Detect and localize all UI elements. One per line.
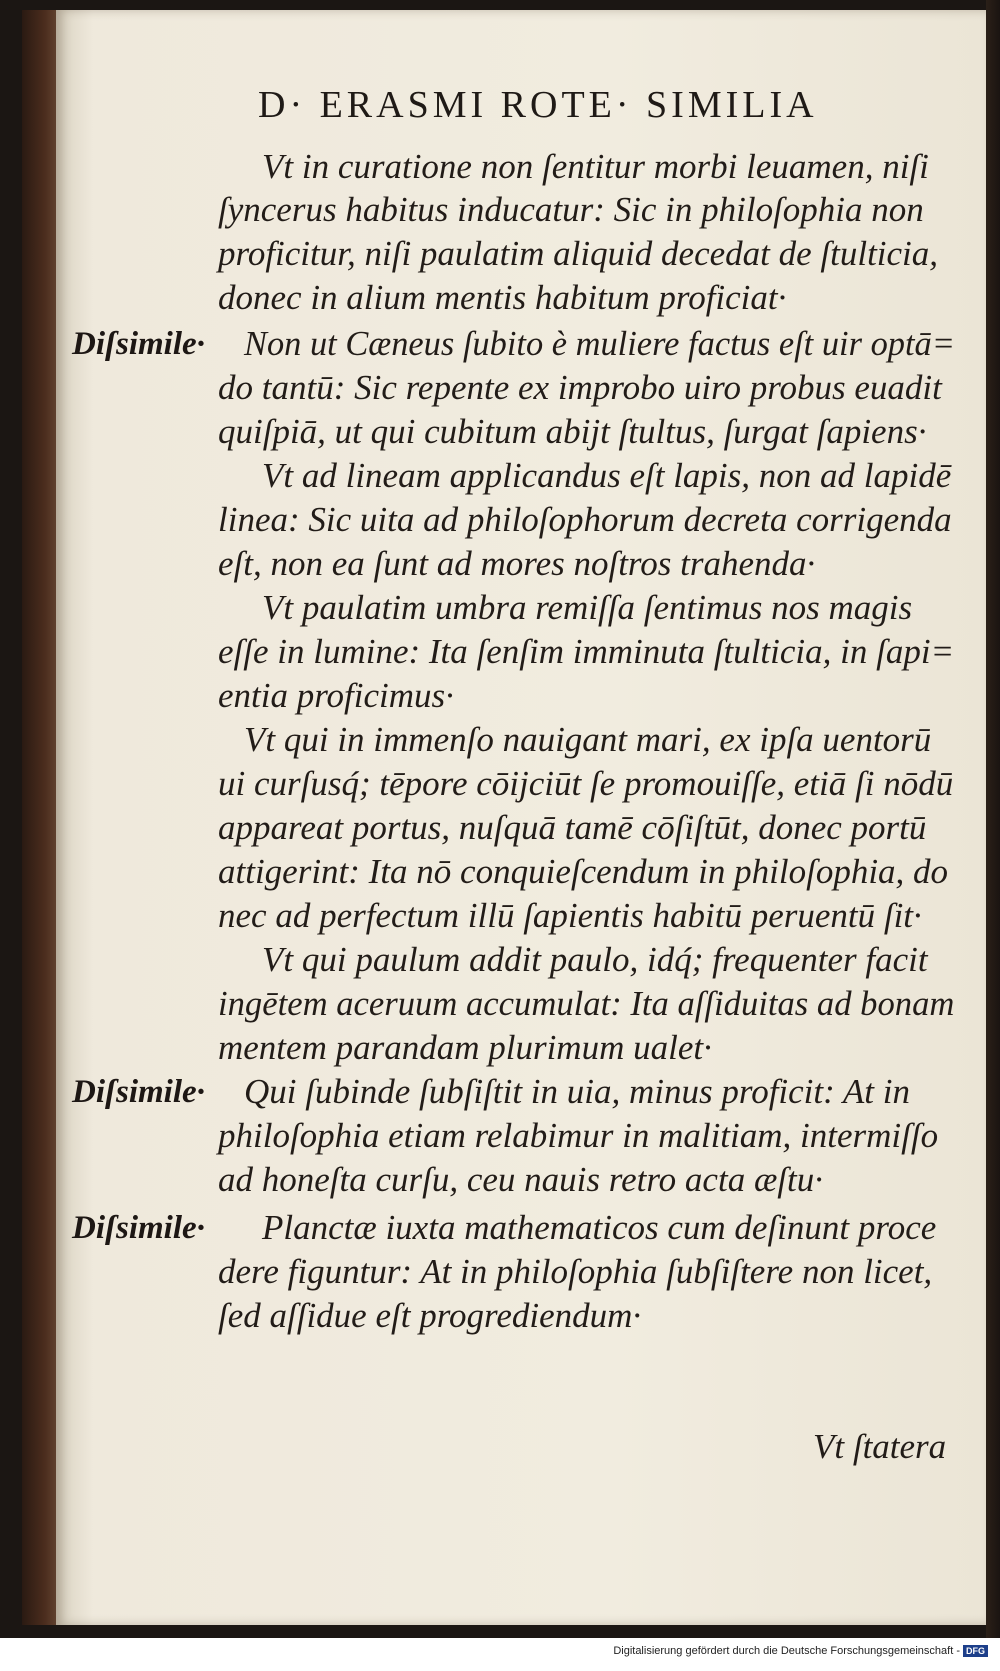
- text-line: Vt qui in immenſo nauigant mari, ex ipſa uentorū: [244, 720, 932, 759]
- margin-note-dissimile: Diſsimile·: [72, 1074, 205, 1110]
- text-line: eſt, non ea ſunt ad mores noſtros trahenda·: [218, 544, 816, 583]
- text-line: Qui ſubinde ſubſiſtit in uia, minus proficit: At in: [244, 1072, 910, 1111]
- text-line: Planctæ iuxta mathematicos cum deſinunt proce: [262, 1208, 937, 1247]
- text-line: donec in alium mentis habitum proficiat·: [218, 278, 787, 317]
- text-line: ſed aſſidue eſt progrediendum·: [218, 1296, 642, 1335]
- text-line: dere figuntur: At in philoſophia ſubſiſtere non licet,: [218, 1252, 933, 1291]
- text-line: proficitur, niſi paulatim aliquid decedat de ſtulticia,: [218, 234, 939, 273]
- credit-text: Digitalisierung gefördert durch die Deutsche Forschungsgemeinschaft -: [613, 1645, 960, 1657]
- margin-note-dissimile: Diſsimile·: [72, 326, 205, 362]
- margin-note-dissimile: Diſsimile·: [72, 1210, 205, 1246]
- dfg-logo: DFG: [963, 1645, 988, 1657]
- text-line: Vt in curatione non ſentitur morbi leuamen, niſi: [262, 147, 929, 186]
- text-line: ingētem aceruum accumulat: Ita aſſiduitas ad bonam: [218, 984, 955, 1023]
- text-line: nec ad perfectum illū ſapientis habitū peruentū ſit·: [218, 896, 922, 935]
- text-line: Vt qui paulum addit paulo, idq́; frequenter facit: [262, 940, 928, 979]
- text-line: Vt ad lineam applicandus eſt lapis, non ad lapidē: [262, 456, 952, 495]
- facing-page-edge: [986, 0, 1000, 1638]
- catchword: Vt ſtatera: [813, 1427, 947, 1466]
- text-line: attigerint: Ita nō conquieſcendum in philoſophia, do: [218, 852, 949, 891]
- running-header: D· ERASMI ROTE· SIMILIA: [258, 84, 818, 126]
- text-line: quiſpiā, ut qui cubitum abijt ſtultus, ſurgat ſapiens·: [218, 412, 927, 451]
- text-line: eſſe in lumine: Ita ſenſim imminuta ſtulticia, in ſapi=: [218, 632, 955, 671]
- digitization-credit: [613, 1645, 988, 1657]
- text-line: mentem parandam plurimum ualet·: [218, 1028, 712, 1067]
- text-line: ui curſusq́; tēpore cōijciūt ſe promouiſſe, etiā ſi nōdū: [218, 764, 954, 803]
- text-line: philoſophia etiam relabimur in malitiam, intermiſſo: [218, 1116, 939, 1155]
- text-line: ſyncerus habitus inducatur: Sic in philoſophia non: [218, 190, 924, 229]
- text-line: do tantū: Sic repente ex improbo uiro probus euadit: [218, 368, 942, 407]
- text-line: Vt paulatim umbra remiſſa ſentimus nos magis: [262, 588, 913, 627]
- text-line: entia proficimus·: [218, 676, 454, 715]
- text-line: Non ut Cæneus ſubito è muliere factus eſt uir optā=: [244, 324, 955, 363]
- text-line: linea: Sic uita ad philoſophorum decreta corrigenda: [218, 500, 952, 539]
- text-line: appareat portus, nuſquā tamē cōſiſtūt, donec portū: [218, 808, 927, 847]
- text-line: ad honeſta curſu, ceu nauis retro acta æſtu·: [218, 1160, 823, 1199]
